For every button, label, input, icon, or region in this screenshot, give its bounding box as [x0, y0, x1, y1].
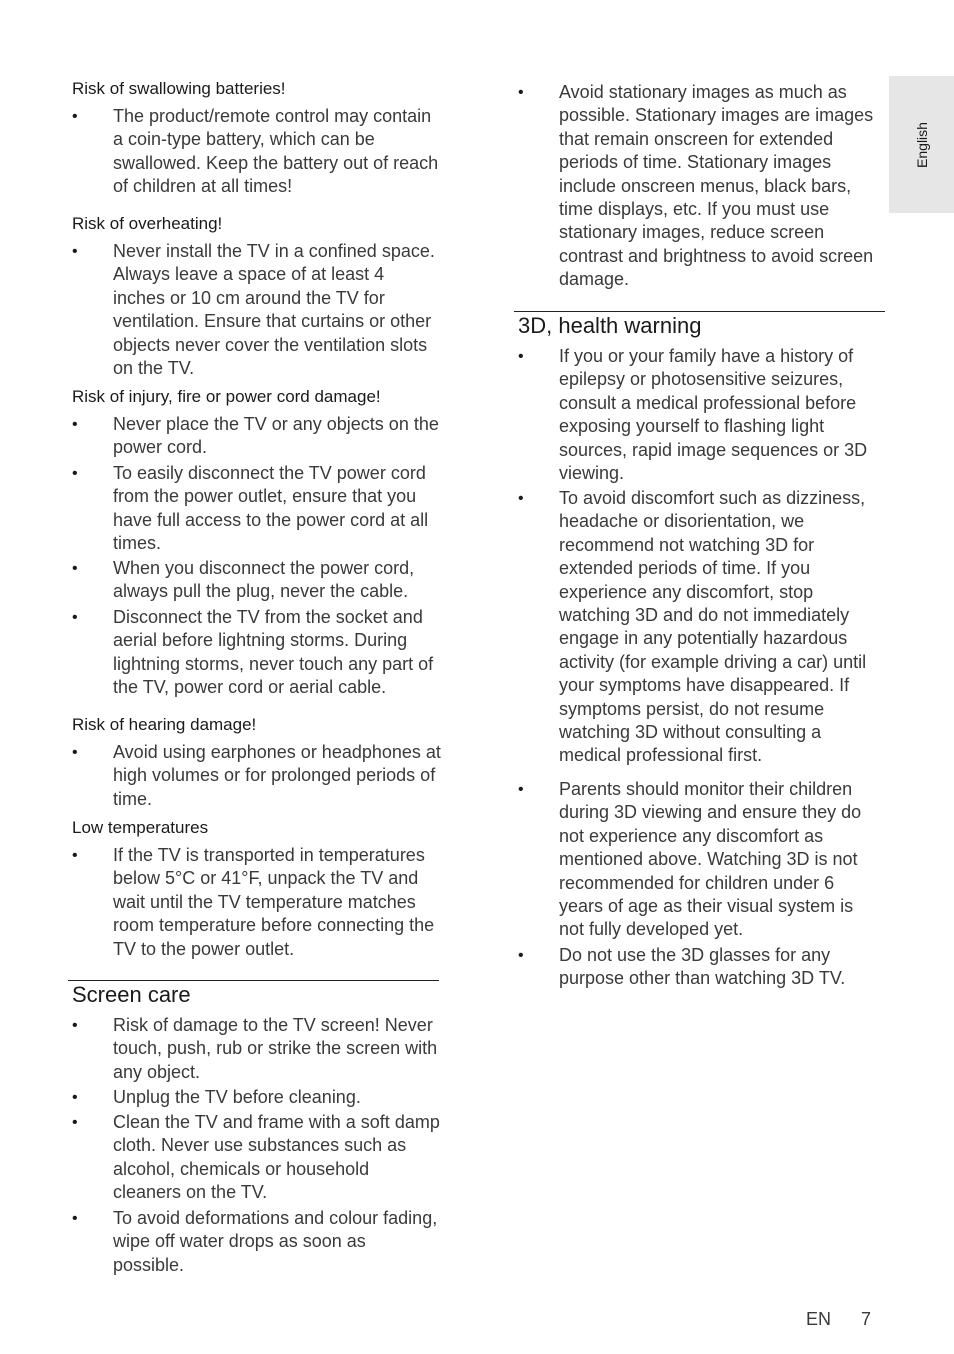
page-number: 7 [861, 1309, 872, 1329]
bullet-icon: • [72, 744, 78, 761]
list-item-text: Unplug the TV before cleaning. [113, 1087, 361, 1107]
bullet-icon: • [72, 108, 78, 125]
heading-hearing: Risk of hearing damage! [72, 715, 257, 734]
heading-batteries: Risk of swallowing batteries! [72, 79, 286, 98]
heading-low-temperatures: Low temperatures [72, 818, 209, 837]
list-item-text: Avoid stationary images as much as possible. Stationary images are images that remain onscreen for extended periods of time. Stationary images include onscreen menus, black bars, time displays, etc. If you must use stationary images, reduce screen contrast and brightness to avoid screen damage. [559, 82, 874, 290]
bullet-icon: • [72, 1210, 78, 1227]
language-tab-label: English [913, 121, 930, 168]
bullet-icon: • [72, 847, 78, 864]
footer-language-code: EN [806, 1309, 832, 1329]
bullet-icon: • [72, 1114, 78, 1131]
bullet-icon: • [518, 348, 524, 365]
bullet-icon: • [72, 609, 78, 626]
list-item-text: The product/remote control may contain a coin-type battery, which can be swallowed. Keep the battery out of reach of children at all times! [113, 106, 439, 197]
list-item-text: When you disconnect the power cord, always pull the plug, never the cable. [113, 558, 415, 602]
list-item-text: Never install the TV in a confined space. Always leave a space of at least 4 inches or 10 cm around the TV for ventilation. Ensure that curtains or other objects never cover the ventilation slots on the TV. [113, 241, 435, 379]
list-item-text: Parents should monitor their children during 3D viewing and ensure they do not experience any discomfort as mentioned above. Watching 3D is not recommended for children under 6 years of age as their visual system is not fully developed yet. [559, 779, 862, 940]
bullet-icon: • [72, 465, 78, 482]
bullet-icon: • [518, 781, 524, 798]
heading-screen-care: Screen care [72, 982, 191, 1007]
heading-overheating: Risk of overheating! [72, 214, 223, 233]
list-item-text: Avoid using earphones or headphones at high volumes or for prolonged periods of time. [113, 742, 441, 809]
bullet-icon: • [72, 560, 78, 577]
bullet-icon: • [72, 1017, 78, 1034]
list-item-text: To avoid deformations and colour fading, wipe off water drops as soon as possible. [113, 1208, 438, 1275]
language-tab [889, 76, 954, 213]
bullet-icon: • [518, 84, 524, 101]
list-item-text: If the TV is transported in temperatures below 5°C or 41°F, unpack the TV and wait until the TV temperature matches room temperature before connecting the TV to the power outlet. [113, 845, 435, 959]
list-item-text: To easily disconnect the TV power cord from the power outlet, ensure that you have full access to the power cord at all times. [113, 463, 429, 554]
list-item-text: If you or your family have a history of epilepsy or photosensitive seizures, consult a medical professional before exposing yourself to flashing light sources, rapid image sequences or 3D viewing. [559, 346, 868, 484]
list-item-text: Do not use the 3D glasses for any purpose other than watching 3D TV. [559, 945, 846, 989]
heading-injury: Risk of injury, fire or power cord damage! [72, 387, 381, 406]
bullet-icon: • [72, 416, 78, 433]
bullet-icon: • [72, 243, 78, 260]
list-item-text: Never place the TV or any objects on the power cord. [113, 414, 439, 458]
heading-3d-health-warning: 3D, health warning [518, 313, 702, 338]
list-item-text: To avoid discomfort such as dizziness, headache or disorientation, we recommend not watching 3D for extended periods of time. If you experience any discomfort, stop watching 3D and do not immediately engage in any potentially hazardous activity (for example driving a car) until your symptoms have disappeared. If symptoms persist, do not resume watching 3D without consulting a medical professional first. [559, 488, 867, 766]
bullet-icon: • [518, 947, 524, 964]
list-item-text: Risk of damage to the TV screen! Never touch, push, rub or strike the screen with any object. [113, 1015, 438, 1082]
bullet-icon: • [72, 1089, 78, 1106]
list-item-text: Clean the TV and frame with a soft damp cloth. Never use substances such as alcohol, chemicals or household cleaners on the TV. [113, 1112, 440, 1203]
bullet-icon: • [518, 490, 524, 507]
list-item-text: Disconnect the TV from the socket and aerial before lightning storms. During lightning storms, never touch any part of the TV, power cord or aerial cable. [113, 607, 434, 698]
